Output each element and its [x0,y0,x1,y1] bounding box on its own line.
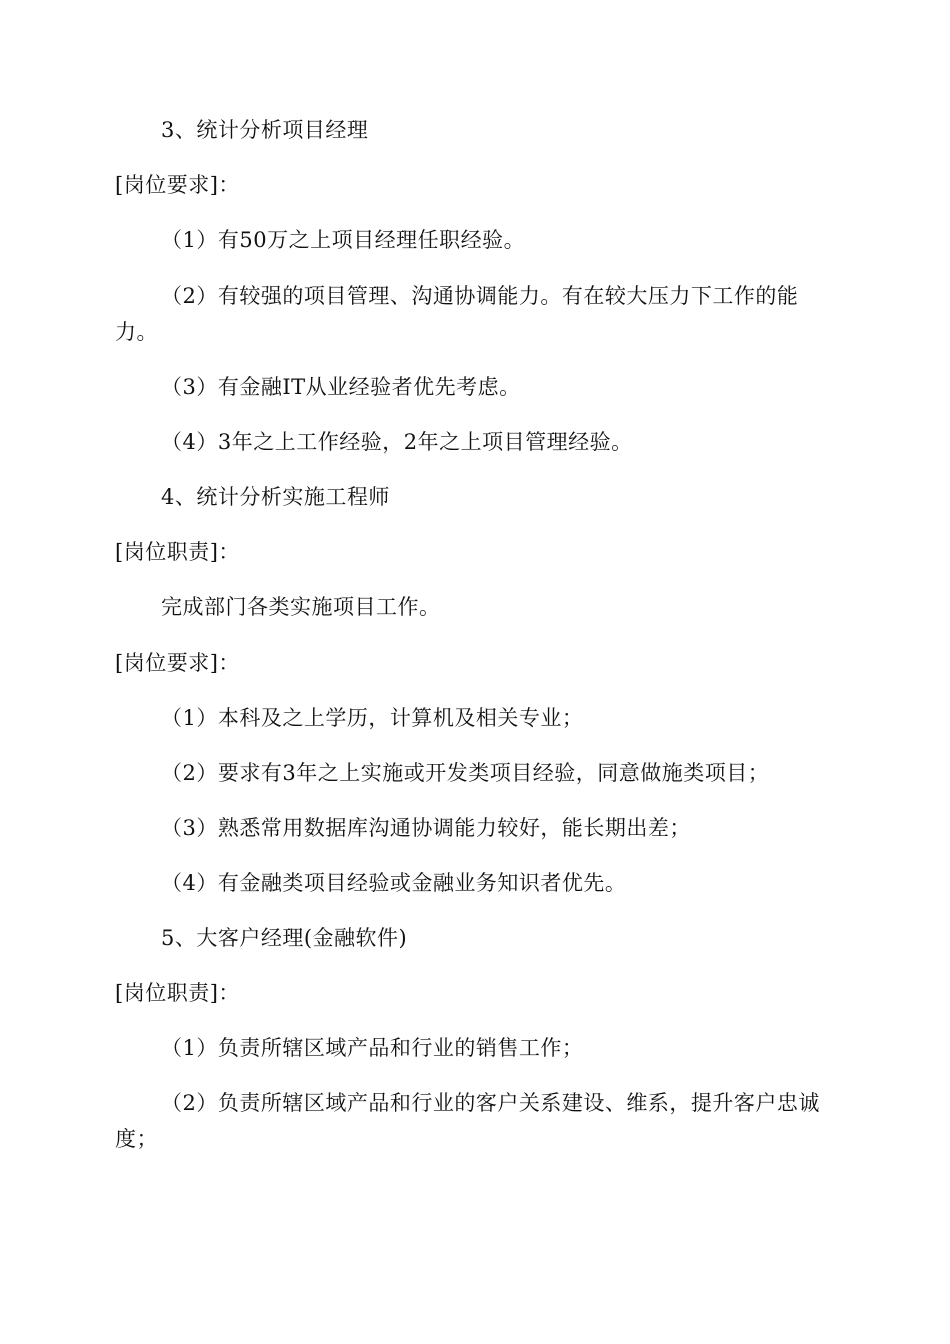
requirement-item: （4）有金融类项目经验或金融业务知识者优先。 [161,871,627,895]
requirement-item: （3）熟悉常用数据库沟通协调能力较好，能长期出差； [161,816,691,840]
requirement-item: （2）要求有3年之上实施或开发类项目经验，同意做施类项目； [161,761,770,785]
duty-text: 完成部门各类实施项目工作。 [161,595,441,619]
requirement-item: （1）本科及之上学历，计算机及相关专业； [161,706,584,730]
section-heading-5: 5、大客户经理(金融软件) [161,926,408,950]
label-job-duties: [岗位职责]： [115,540,240,564]
label-job-requirements: [岗位要求]： [115,173,240,197]
label-job-duties: [岗位职责]： [115,981,240,1005]
duty-item-wrapped: （2）负责所辖区域产品和行业的客户关系建设、维系，提升客户忠诚度； [115,1091,820,1151]
section-heading-3: 3、统计分析项目经理 [161,118,369,142]
label-job-requirements: [岗位要求]： [115,651,240,675]
duty-item: （1）负责所辖区域产品和行业的销售工作； [161,1036,584,1060]
requirement-item: （3）有金融IT从业经验者优先考虑。 [161,375,521,399]
requirement-item-wrapped: （2）有较强的项目管理、沟通协调能力。有在较大压力下工作的能力。 [115,284,799,344]
requirement-item: （1）有50万之上项目经理任职经验。 [161,228,526,252]
section-heading-4: 4、统计分析实施工程师 [161,485,390,509]
requirement-item: （4）3年之上工作经验，2年之上项目管理经验。 [161,430,633,454]
